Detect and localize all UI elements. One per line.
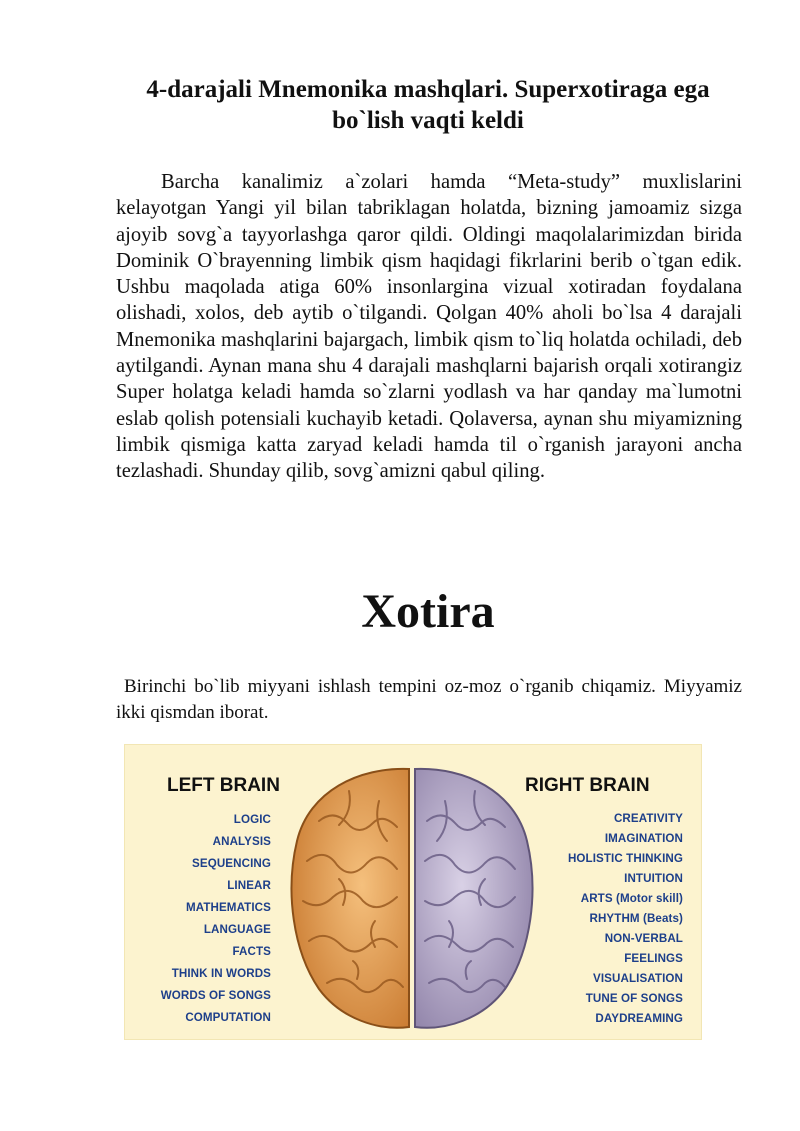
- right-label: INTUITION: [624, 872, 683, 885]
- left-label: LANGUAGE: [203, 923, 271, 936]
- section-paragraph: Birinchi bo`lib miyyani ishlash tempini oz-moz o`rganib chiqamiz. Miyyamiz ikki qismdan iborat.: [116, 676, 742, 723]
- right-label: TUNE OF SONGS: [585, 992, 683, 1005]
- left-label: COMPUTATION: [185, 1011, 271, 1024]
- right-label: HOLISTIC THINKING: [567, 852, 683, 865]
- right-brain-labels: [568, 809, 683, 1029]
- brain-icon: [279, 761, 545, 1035]
- left-label: FACTS: [232, 945, 271, 958]
- left-label: ANALYSIS: [212, 835, 271, 848]
- left-label: WORDS OF SONGS: [160, 989, 271, 1002]
- intro-paragraph: Barcha kanalimiz a`zolari hamda “Meta-study” muxlislarini kelayotgan Yangi yil bilan tabriklagan holatda, bizning jamoamiz sizga ajoyib sovg`a tayyorlashga qaror qildi. Oldingi maqolalarimizdan birida Dominik O`brayenning limbik qism haqidagi fikrlarini berib o`tgan edik. Ushbu maqolada atiga 60% insonlargina vizual xotiradan foydalana olishadi, xolos, deb aytib o`tilgandi. Qolgan 40% aholi bo`lsa 4 darajali Mnemonika mashqlarini bajargach, limbik qism to`liq holatda ochiladi, deb aytilgandi. Aynan mana shu 4 darajali mashqlarni bajarish orqali xotirangiz Super holatga keladi hamda so`zlarni yodlash va har qanday ma`lumotni eslab qolish potensiali kuchayib ketadi. Qolaversa, aynan shu miyamizning limbik qismiga katta zaryad keladi hamda til o`rganish jarayoni ancha tezlashadi. Shunday qilib, sovg`amizni qabul qiling.: [116, 171, 742, 483]
- left-label: LOGIC: [233, 813, 271, 826]
- left-label: THINK IN WORDS: [171, 967, 271, 980]
- brain-hemispheres-figure: [124, 744, 702, 1040]
- document-title: 4-darajali Mnemonika mashqlari. Superxotiraga ega bo`lish vaqti keldi: [146, 76, 710, 134]
- left-hemisphere: [292, 769, 409, 1028]
- right-brain-header: RIGHT BRAIN: [525, 775, 650, 796]
- section-heading: Xotira: [361, 585, 495, 638]
- right-label: FEELINGS: [624, 952, 683, 965]
- right-label: VISUALISATION: [593, 972, 683, 985]
- left-label: LINEAR: [227, 879, 271, 892]
- right-label: IMAGINATION: [604, 832, 683, 845]
- right-label: NON-VERBAL: [604, 932, 683, 945]
- left-label: MATHEMATICS: [185, 901, 271, 914]
- right-label: RHYTHM (Beats): [589, 912, 683, 925]
- left-label: SEQUENCING: [192, 857, 271, 870]
- right-label: DAYDREAMING: [595, 1012, 683, 1025]
- left-brain-header: LEFT BRAIN: [167, 775, 280, 796]
- left-brain-labels: [161, 809, 271, 1029]
- right-label: CREATIVITY: [613, 812, 683, 825]
- right-label: ARTS (Motor skill): [580, 892, 683, 905]
